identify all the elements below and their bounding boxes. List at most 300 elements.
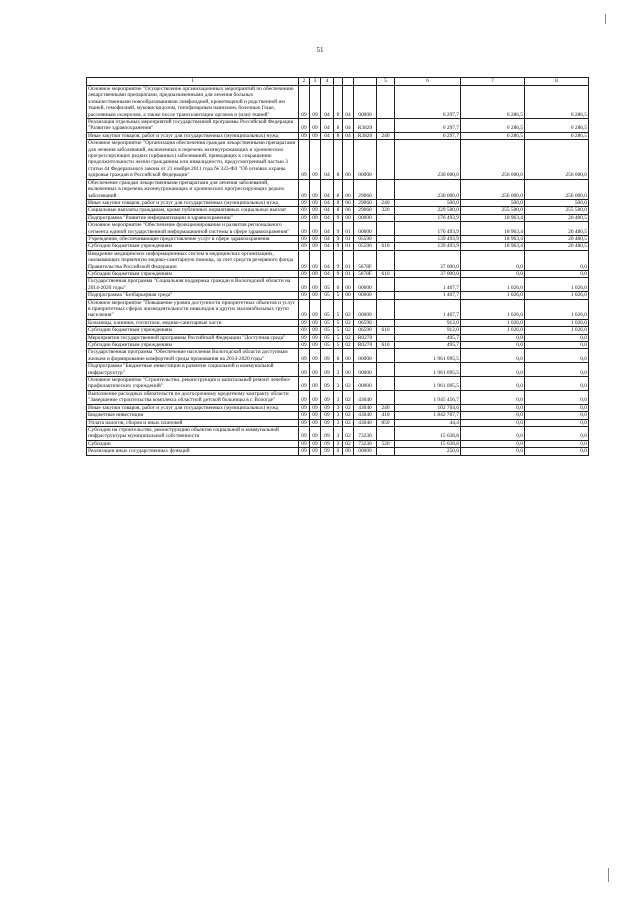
amount-year-1: 912,0 (395, 319, 461, 326)
table-row (87, 243, 589, 250)
row-name: Подпрограмма "Развитие информатизации в здравоохранении" (87, 214, 299, 221)
code-event: 04 (343, 86, 354, 119)
code-section: 09 (310, 334, 321, 341)
code-direction: 00000 (354, 292, 377, 299)
expense-type (377, 319, 395, 326)
amount-year-1: 230 000,0 (395, 140, 461, 179)
code-event: 01 (343, 250, 354, 270)
code-program: 05 (321, 299, 334, 319)
amount-year-3: 20 480,5 (525, 243, 589, 250)
amount-year-3: 0,0 (525, 426, 589, 440)
code-gp: 09 (299, 222, 310, 236)
code-gp: 09 (299, 214, 310, 221)
expense-type (377, 222, 395, 236)
table-row (87, 426, 589, 440)
expense-type (377, 214, 395, 221)
code-subprogram: 9 (334, 235, 343, 242)
code-section: 09 (310, 119, 321, 133)
code-subprogram: 9 (334, 214, 343, 221)
row-name: Основное мероприятие "Повышение уровня доступности приоритетных объектов и услуг в приоритетных сферах жизнедеятельности инвалидов и других маломобильных групп населения" (87, 299, 299, 319)
amount-year-1: 1 961 095,5 (395, 349, 461, 363)
code-event: 02 (343, 377, 354, 391)
row-name: Основное мероприятие "Осуществление организационных мероприятий по обеспечению лекарственными препаратами, предназначенными для лечения больных злокачественными новообразованиями лимфоидной, кроветворной и родственной им тканей, гемофилией, муковисцидозом, гипофизарным нанизмом, болезнью Гоше, рассеянным склерозом, а также после трансплантации органов и (или) тканей" (87, 86, 299, 119)
amount-year-2: 1 026,0 (461, 327, 525, 334)
amount-year-3: 0,0 (525, 390, 589, 404)
header-cell: 8 (525, 78, 589, 86)
code-gp: 09 (299, 319, 310, 326)
code-event: 02 (343, 390, 354, 404)
expense-type: 520 (377, 440, 395, 447)
expense-type (377, 86, 395, 119)
code-section: 09 (310, 214, 321, 221)
table-row (87, 363, 589, 377)
code-gp: 09 (299, 299, 310, 319)
code-event: 02 (343, 342, 354, 349)
expense-type: 240 (377, 199, 395, 206)
code-gp: 09 (299, 292, 310, 299)
code-subprogram: 5 (334, 319, 343, 326)
code-section: 09 (310, 327, 321, 334)
code-event: 00 (343, 363, 354, 377)
amount-year-3: 6 286,5 (525, 132, 589, 139)
code-direction: 43040 (354, 404, 377, 411)
code-direction: 73230 (354, 426, 377, 440)
code-direction: 43040 (354, 412, 377, 419)
code-event: 02 (343, 440, 354, 447)
table-row (87, 342, 589, 349)
row-name: Бюджетные инвестиции (87, 412, 299, 419)
row-name: Подпрограмма "Бюджетные инвестиции в развитие социальной и коммунальной инфраструктур" (87, 363, 299, 377)
code-gp: 09 (299, 426, 310, 440)
amount-year-2: 1 026,0 (461, 292, 525, 299)
code-direction: 00000 (354, 377, 377, 391)
amount-year-3: 256 000,0 (525, 140, 589, 179)
code-program: 05 (321, 292, 334, 299)
code-program: 04 (321, 243, 334, 250)
code-direction: 00000 (354, 214, 377, 221)
amount-year-2: 0,0 (461, 404, 525, 411)
code-event: 01 (343, 270, 354, 277)
amount-year-1: 176 493,9 (395, 222, 461, 236)
code-program: 09 (321, 404, 334, 411)
amount-year-3: 0,0 (525, 440, 589, 447)
code-event: 00 (343, 214, 354, 221)
amount-year-1: 230 000,0 (395, 179, 461, 199)
amount-year-3: 255 500,0 (525, 207, 589, 214)
amount-year-2: 500,0 (461, 199, 525, 206)
code-program: 04 (321, 199, 334, 206)
amount-year-2: 1 026,0 (461, 299, 525, 319)
table-row (87, 214, 589, 221)
expense-type (377, 363, 395, 377)
row-name: Больницы, клиники, госпитали, медико-санитарные части (87, 319, 299, 326)
code-section: 09 (310, 419, 321, 426)
code-direction: 06590 (354, 327, 377, 334)
code-subprogram: 3 (334, 377, 343, 391)
code-gp: 09 (299, 235, 310, 242)
amount-year-1: 15 638,8 (395, 426, 461, 440)
code-section: 09 (310, 377, 321, 391)
code-program: 09 (321, 363, 334, 377)
code-section: 09 (310, 222, 321, 236)
amount-year-2: 1 026,0 (461, 278, 525, 292)
table-row (87, 334, 589, 341)
expense-type (377, 377, 395, 391)
code-event: 00 (343, 278, 354, 292)
table-row (87, 270, 589, 277)
code-event: 02 (343, 412, 354, 419)
row-name: Иные закупки товаров, работ и услуг для государственных (муниципальных) нужд (87, 199, 299, 206)
amount-year-2: 0,0 (461, 270, 525, 277)
code-event: 00 (343, 349, 354, 363)
row-name: Выполнение расходных обязательств по долгосрочному кредитному контракту области "Завершение строительства комплекса областной детской больницы в г. Вологде" (87, 390, 299, 404)
page-number: 51 (316, 46, 324, 54)
code-direction: R0270 (354, 342, 377, 349)
code-gp: 09 (299, 243, 310, 250)
table-row (87, 377, 589, 391)
code-direction: 5678F (354, 270, 377, 277)
table-row (87, 207, 589, 214)
code-event: 04 (343, 119, 354, 133)
code-subprogram: 8 (334, 119, 343, 133)
code-section: 09 (310, 363, 321, 377)
code-subprogram: 3 (334, 440, 343, 447)
expense-type (377, 390, 395, 404)
code-subprogram: 5 (334, 334, 343, 341)
amount-year-1: 1 961 095,5 (395, 363, 461, 377)
code-program: 09 (321, 390, 334, 404)
expense-type (377, 278, 395, 292)
code-event: 06 (343, 140, 354, 179)
code-section: 09 (310, 426, 321, 440)
row-name: Государственная программа "Социальная поддержка граждан в Вологодской области на 2014-2020 годы" (87, 278, 299, 292)
code-direction: 29060 (354, 207, 377, 214)
expense-type: 410 (377, 412, 395, 419)
code-direction: 00000 (354, 448, 377, 455)
table-row (87, 327, 589, 334)
code-subprogram: 3 (334, 363, 343, 377)
code-gp: 09 (299, 132, 310, 139)
amount-year-2: 256 000,0 (461, 140, 525, 179)
table-row (87, 199, 589, 206)
row-name: Внедрение медицинских информационных систем в медицинских организациях, оказывающих первичную медико-санитарную помощь, за счет средств резервного фонда Правительства Российской Федерации (87, 250, 299, 270)
expense-type (377, 292, 395, 299)
amount-year-2: 0,0 (461, 363, 525, 377)
expense-type (377, 426, 395, 440)
code-event: 02 (343, 334, 354, 341)
table-row (87, 250, 589, 270)
header-cell: 4 (321, 78, 334, 86)
code-event: 02 (343, 299, 354, 319)
amount-year-1: 229 500,0 (395, 207, 461, 214)
code-subprogram: 3 (334, 426, 343, 440)
code-event: 04 (343, 132, 354, 139)
code-section: 09 (310, 412, 321, 419)
header-cell: 1 (87, 78, 299, 86)
amount-year-2: 256 000,0 (461, 179, 525, 199)
code-subprogram: 3 (334, 412, 343, 419)
code-gp: 09 (299, 207, 310, 214)
header-cell (343, 78, 354, 86)
expense-type: 240 (377, 132, 395, 139)
code-event: 06 (343, 179, 354, 199)
amount-year-3: 0,0 (525, 377, 589, 391)
code-program: 04 (321, 270, 334, 277)
code-direction: 29060 (354, 179, 377, 199)
code-subprogram: 5 (334, 292, 343, 299)
code-section: 09 (310, 299, 321, 319)
amount-year-3: 0,0 (525, 363, 589, 377)
table-row (87, 132, 589, 139)
row-name: Обеспечение граждан лекарственными препаратами для лечения заболеваний, включенных в перечень жизнеугрожающих и хронических прогрессирующих редких заболеваний (87, 179, 299, 199)
amount-year-1: 1 407,7 (395, 292, 461, 299)
amount-year-3: 0,0 (525, 404, 589, 411)
amount-year-2: 1 026,0 (461, 319, 525, 326)
table-row (87, 86, 589, 119)
code-event: 01 (343, 243, 354, 250)
table-row (87, 222, 589, 236)
code-event: 02 (343, 404, 354, 411)
amount-year-3: 6 286,5 (525, 119, 589, 133)
budget-table-container (86, 77, 588, 456)
expense-type: 610 (377, 327, 395, 334)
code-section: 09 (310, 342, 321, 349)
code-subprogram: 3 (334, 404, 343, 411)
code-program: 09 (321, 440, 334, 447)
amount-year-2: 0,0 (461, 448, 525, 455)
amount-year-1: 495,7 (395, 334, 461, 341)
amount-year-2: 0,0 (461, 412, 525, 419)
amount-year-3: 0,0 (525, 270, 589, 277)
code-section: 09 (310, 132, 321, 139)
code-event: 00 (343, 292, 354, 299)
amount-year-3: 1 026,0 (525, 319, 589, 326)
amount-year-1: 139 493,9 (395, 243, 461, 250)
code-section: 09 (310, 207, 321, 214)
code-program: 05 (321, 319, 334, 326)
expense-type (377, 119, 395, 133)
amount-year-1: 1 945 456,7 (395, 390, 461, 404)
amount-year-2: 18 963,4 (461, 243, 525, 250)
amount-year-1: 912,0 (395, 327, 461, 334)
table-row (87, 235, 589, 242)
amount-year-3: 1 026,0 (525, 299, 589, 319)
code-gp: 09 (299, 199, 310, 206)
row-name: Подпрограмма "Безбарьерная среда" (87, 292, 299, 299)
amount-year-2: 0,0 (461, 342, 525, 349)
amount-year-1: 250,0 (395, 448, 461, 455)
code-direction: 43040 (354, 419, 377, 426)
header-cell (334, 78, 343, 86)
header-cell: 7 (461, 78, 525, 86)
amount-year-3: 0,0 (525, 412, 589, 419)
amount-year-2: 18 963,4 (461, 222, 525, 236)
code-gp: 09 (299, 250, 310, 270)
code-event: 01 (343, 222, 354, 236)
code-program: 05 (321, 327, 334, 334)
code-section: 09 (310, 448, 321, 455)
code-event: 02 (343, 327, 354, 334)
code-direction: 00000 (354, 278, 377, 292)
code-gp: 09 (299, 179, 310, 199)
expense-type (377, 235, 395, 242)
amount-year-1: 6 297,7 (395, 119, 461, 133)
amount-year-1: 500,0 (395, 199, 461, 206)
code-subprogram: 8 (334, 207, 343, 214)
table-row (87, 278, 589, 292)
code-direction: 5678F (354, 250, 377, 270)
row-name: Учреждения, обеспечивающие предоставление услуг в сфере здравоохранения (87, 235, 299, 242)
amount-year-3: 0,0 (525, 448, 589, 455)
code-subprogram: 9 (334, 222, 343, 236)
amount-year-3: 0,0 (525, 419, 589, 426)
row-name: Субсидии бюджетным учреждениям (87, 327, 299, 334)
row-name: Мероприятия государственной программы Российской Федерации "Доступная среда" (87, 334, 299, 341)
code-section: 09 (310, 404, 321, 411)
amount-year-3: 20 480,5 (525, 214, 589, 221)
amount-year-3: 20 480,5 (525, 222, 589, 236)
amount-year-3: 500,0 (525, 199, 589, 206)
code-section: 09 (310, 349, 321, 363)
expense-type: 320 (377, 207, 395, 214)
code-direction: 05590 (354, 235, 377, 242)
code-program: 09 (321, 377, 334, 391)
table-row (87, 319, 589, 326)
expense-type: 850 (377, 419, 395, 426)
row-name: Социальные выплаты гражданам, кроме публичных нормативных социальных выплат (87, 207, 299, 214)
amount-year-1: 139 493,9 (395, 235, 461, 242)
row-name: Государственная программа "Обеспечение населения Вологодской области доступным жильем и формирование комфортной среды проживания на 2014-2020 годы" (87, 349, 299, 363)
expense-type (377, 250, 395, 270)
code-subprogram: 8 (334, 132, 343, 139)
code-gp: 09 (299, 377, 310, 391)
code-event: 00 (343, 448, 354, 455)
code-program: 04 (321, 140, 334, 179)
row-name: Иные закупки товаров, работ и услуг для государственных (муниципальных) нужд (87, 404, 299, 411)
code-direction: 29060 (354, 199, 377, 206)
code-gp: 09 (299, 404, 310, 411)
amount-year-2: 6 286,5 (461, 86, 525, 119)
amount-year-3: 20 480,5 (525, 235, 589, 242)
code-direction: 06590 (354, 319, 377, 326)
code-event: 06 (343, 199, 354, 206)
table-row (87, 140, 589, 179)
amount-year-3: 0,0 (525, 342, 589, 349)
code-direction: 00000 (354, 349, 377, 363)
header-cell: 3 (310, 78, 321, 86)
table-row (87, 419, 589, 426)
code-program: 04 (321, 86, 334, 119)
amount-year-2: 0,0 (461, 440, 525, 447)
expense-type (377, 334, 395, 341)
expense-type (377, 299, 395, 319)
code-program: 04 (321, 214, 334, 221)
amount-year-1: 1 842 707,7 (395, 412, 461, 419)
code-gp: 09 (299, 140, 310, 179)
expense-type (377, 349, 395, 363)
table-row (87, 299, 589, 319)
expense-type (377, 179, 395, 199)
code-direction: R3820 (354, 119, 377, 133)
code-program: 04 (321, 222, 334, 236)
code-direction: 43040 (354, 390, 377, 404)
amount-year-2: 0,0 (461, 334, 525, 341)
code-program: 09 (321, 426, 334, 440)
code-section: 09 (310, 440, 321, 447)
code-event: 06 (343, 207, 354, 214)
code-section: 09 (310, 319, 321, 326)
expense-type: 240 (377, 404, 395, 411)
amount-year-3: 256 000,0 (525, 179, 589, 199)
header-cell (354, 78, 377, 86)
code-section: 09 (310, 292, 321, 299)
amount-year-2: 0,0 (461, 250, 525, 270)
binding-mark-top (605, 14, 606, 24)
code-direction: 00000 (354, 140, 377, 179)
code-subprogram: 5 (334, 342, 343, 349)
amount-year-1: 37 000,0 (395, 270, 461, 277)
row-name: Основное мероприятие "Организация обеспечения граждан лекарственными препаратами для лечения заболеваний, включенных в перечень жизнеугрожающих и хронических прогрессирующих редких (орфанных) заболеваний, приводящих к сокращению продолжительности жизни гражданина или инвалидности, предусмотренный частью 3 статьи 44 Федерального закона от 21 ноября 2011 года № 323-ФЗ "Об основах охраны здоровья граждан в Российской Федерации" (87, 140, 299, 179)
table-row (87, 390, 589, 404)
row-name: Уплата налогов, сборов и иных платежей (87, 419, 299, 426)
amount-year-3: 0,0 (525, 349, 589, 363)
amount-year-2: 0,0 (461, 349, 525, 363)
amount-year-2: 0,0 (461, 426, 525, 440)
expense-type (377, 140, 395, 179)
row-name: Субсидии на строительство, реконструкцию объектов социальной и коммунальной инфраструктуры муниципальной собственности (87, 426, 299, 440)
code-gp: 09 (299, 412, 310, 419)
table-row (87, 179, 589, 199)
code-gp: 09 (299, 86, 310, 119)
code-direction: 00000 (354, 222, 377, 236)
code-program: 09 (321, 419, 334, 426)
code-gp: 09 (299, 270, 310, 277)
code-event: 02 (343, 319, 354, 326)
amount-year-3: 6 286,5 (525, 86, 589, 119)
table-row (87, 349, 589, 363)
code-program: 05 (321, 278, 334, 292)
code-direction: R0270 (354, 334, 377, 341)
table-row (87, 119, 589, 133)
amount-year-2: 6 286,5 (461, 132, 525, 139)
row-name: Субсидии бюджетным учреждениям (87, 270, 299, 277)
row-name: Реализация отдельных мероприятий государственной программы Российской Федерации "Развитие здравоохранения" (87, 119, 299, 133)
code-program: 04 (321, 179, 334, 199)
code-event: 02 (343, 426, 354, 440)
code-section: 09 (310, 278, 321, 292)
header-cell: 2 (299, 78, 310, 86)
code-gp: 09 (299, 390, 310, 404)
code-program: 04 (321, 250, 334, 270)
amount-year-1: 6 297,7 (395, 86, 461, 119)
row-name: Субсидии (87, 440, 299, 447)
code-direction: 05590 (354, 243, 377, 250)
code-section: 09 (310, 390, 321, 404)
row-name: Субсидии бюджетным учреждениям (87, 243, 299, 250)
code-subprogram: 9 (334, 243, 343, 250)
amount-year-1: 1 961 095,5 (395, 377, 461, 391)
amount-year-3: 0,0 (525, 250, 589, 270)
amount-year-1: 495,7 (395, 342, 461, 349)
amount-year-2: 6 286,5 (461, 119, 525, 133)
code-subprogram: 8 (334, 199, 343, 206)
code-direction: R3820 (354, 132, 377, 139)
header-cell: 6 (395, 78, 461, 86)
code-program: 04 (321, 235, 334, 242)
expense-type (377, 448, 395, 455)
code-section: 09 (310, 140, 321, 179)
code-program: 09 (321, 349, 334, 363)
